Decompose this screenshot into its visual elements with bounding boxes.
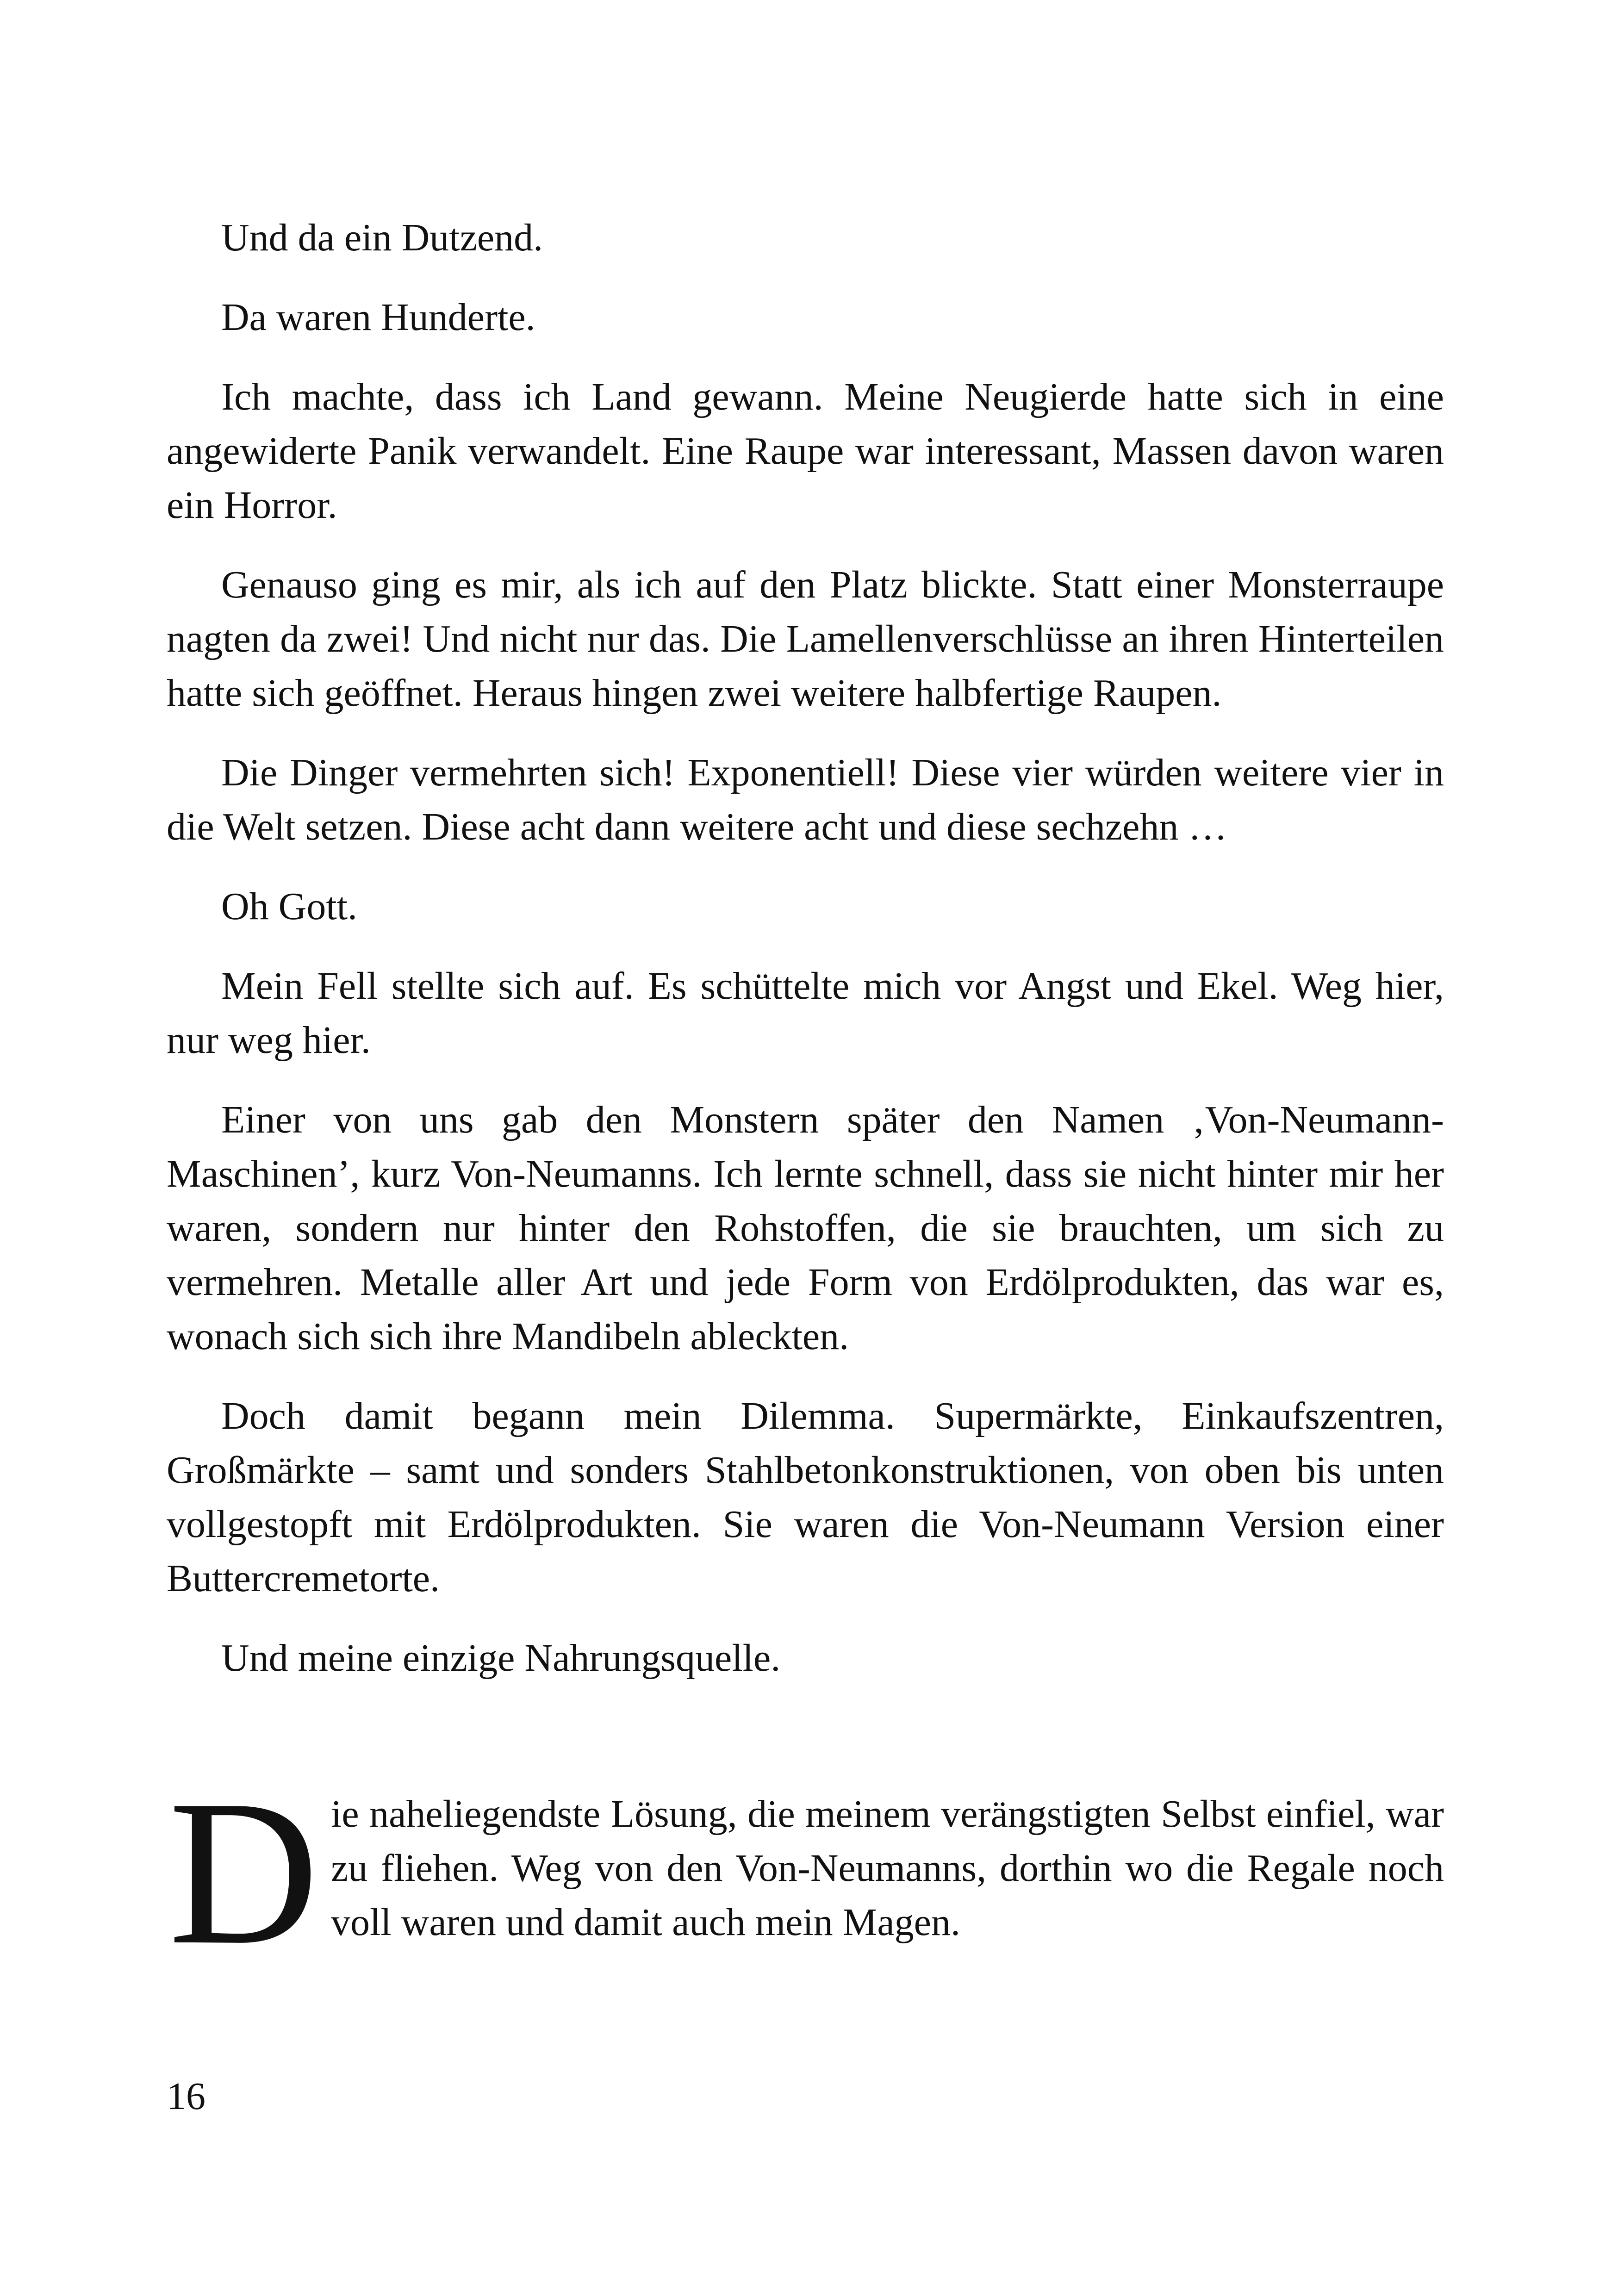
paragraph: Ich machte, dass ich Land gewann. Meine Neugierde hatte sich in eine angewiderte Panik verwandelt. Eine Raupe war interessant, Massen davon waren ein Horror.	[167, 375, 1444, 527]
paragraph: Doch damit begann mein Dilemma. Supermärkte, Einkaufszentren, Großmärkte – samt und sonders Stahlbetonkonstruktionen, von oben bis unten vollgestopft mit Erdölprodukten. Sie waren die Von-Neumann Version einer Buttercremetorte.	[167, 1394, 1444, 1600]
paragraph: Da waren Hunderte.	[221, 296, 535, 339]
page-number: 16	[167, 2075, 205, 2118]
body-text	[167, 211, 1444, 1988]
section-opening-text: ie naheliegendste Lösung, die meinem verängstigten Selbst einfiel, war zu fliehen. Weg von den Von-Neumanns, dorthin wo die Regale noch voll waren und damit auch mein Magen.	[330, 1792, 1444, 1944]
paragraph: Und da ein Dutzend.	[221, 216, 543, 259]
paragraph: Oh Gott.	[221, 885, 357, 928]
paragraph: Einer von uns gab den Monstern später den Namen ‚Von-Neumann-Maschinen’, kurz Von-Neumanns. Ich lernte schnell, dass sie nicht hinter mir her waren, sondern nur hinter den Rohstoffen, die sie brauchten, um sich zu vermehren. Metalle aller Art und jede Form von Erdölprodukten, das war es, wonach sich sich ihre Mandibeln ableckten.	[167, 1098, 1444, 1358]
paragraph: Mein Fell stellte sich auf. Es schüttelte mich vor Angst und Ekel. Weg hier, nur weg hier.	[167, 964, 1444, 1062]
paragraph: Die Dinger vermehrten sich! Exponentiell! Diese vier würden weitere vier in die Welt setzen. Diese acht dann weitere acht und diese sechzehn …	[167, 751, 1444, 848]
paragraph: Genauso ging es mir, als ich auf den Platz blickte. Statt einer Monsterraupe nagten da zwei! Und nicht nur das. Die Lamellenverschlüsse an ihren Hinterteilen hatte sich geöffnet. Heraus hingen zwei weitere halbfertige Raupen.	[167, 563, 1444, 715]
drop-cap: D	[168, 1757, 319, 1988]
section-opening-paragraph	[167, 1757, 1444, 1988]
paragraph: Und meine einzige Nahrungsquelle.	[221, 1636, 781, 1680]
